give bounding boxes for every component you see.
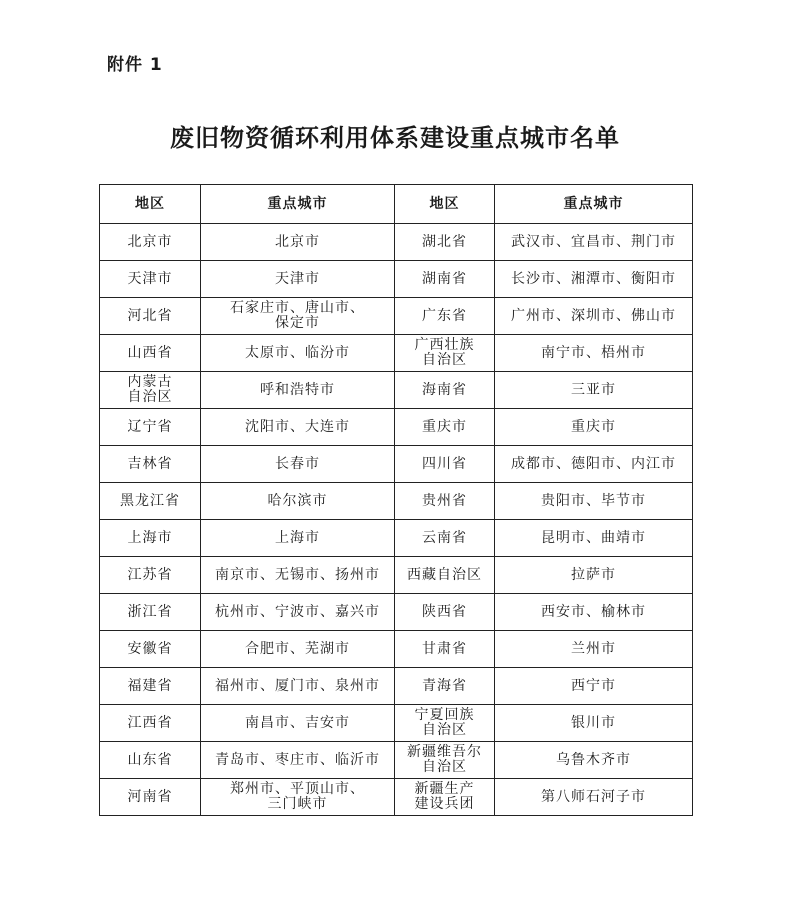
cities-cell [495,594,693,631]
region-cell-text: 新疆维吾尔 自治区 [407,744,482,775]
region-cell [395,668,495,705]
region-cell [395,298,495,335]
cities-cell-text: 石家庄市、唐山市、 保定市 [230,300,365,331]
table-row [100,446,693,483]
table-row [100,742,693,779]
cities-cell-text: 太原市、临汾市 [245,344,350,361]
key-cities-table [99,184,693,816]
cities-cell-text: 南宁市、梧州市 [541,344,646,361]
region-cell-text: 安徽省 [127,640,173,657]
cities-cell-text: 郑州市、平顶山市、 三门峡市 [230,781,365,812]
region-cell [395,705,495,742]
region-cell-text: 江苏省 [127,566,173,583]
cities-cell-text: 重庆市 [571,418,616,435]
cities-cell [201,224,395,261]
region-cell [395,446,495,483]
cities-cell [495,779,693,816]
region-cell-text: 甘肃省 [422,640,467,657]
region-cell [100,594,201,631]
region-cell [100,631,201,668]
region-cell-text: 北京市 [127,233,173,250]
region-cell [395,483,495,520]
header-cities-left: 重点城市 [201,185,395,224]
cities-cell [201,372,395,409]
region-cell-text: 内蒙古 自治区 [127,374,173,405]
table-row [100,668,693,705]
cities-cell [495,520,693,557]
cities-cell-text: 北京市 [275,233,320,250]
table-row [100,224,693,261]
region-cell-text: 河南省 [127,788,173,805]
cities-cell-text: 青岛市、枣庄市、临沂市 [215,751,380,768]
region-cell-text: 黑龙江省 [120,492,180,509]
region-cell [395,742,495,779]
region-cell-text: 重庆市 [422,418,467,435]
region-cell [100,298,201,335]
table-body [100,224,693,816]
cities-cell [201,705,395,742]
cities-cell-text: 哈尔滨市 [267,492,328,509]
region-cell-text: 陕西省 [422,603,467,620]
region-cell [395,372,495,409]
region-cell [395,631,495,668]
cities-cell-text: 拉萨市 [571,566,616,583]
region-cell-text: 吉林省 [127,455,173,472]
region-cell-text: 湖南省 [422,270,467,287]
cities-cell [495,668,693,705]
cities-cell-text: 银川市 [571,714,616,731]
region-cell-text: 宁夏回族 自治区 [414,707,475,738]
table-row [100,557,693,594]
region-cell [100,483,201,520]
cities-cell-text: 杭州市、宁波市、嘉兴市 [215,603,380,620]
region-cell-text: 江西省 [127,714,173,731]
region-cell-text: 天津市 [127,270,173,287]
region-cell [395,335,495,372]
cities-cell-text: 长春市 [275,455,320,472]
cities-cell [201,779,395,816]
table-row [100,779,693,816]
region-cell [395,409,495,446]
region-cell-text: 云南省 [422,529,467,546]
region-cell [100,446,201,483]
cities-cell [201,298,395,335]
region-cell-text: 上海市 [127,529,173,546]
table-row [100,705,693,742]
table-row [100,520,693,557]
region-cell-text: 河北省 [127,307,173,324]
cities-cell-text: 广州市、深圳市、佛山市 [511,307,676,324]
table-row [100,335,693,372]
table-header-row [100,185,693,224]
cities-cell-text: 昆明市、曲靖市 [541,529,646,546]
region-cell-text: 四川省 [422,455,467,472]
region-cell-text: 福建省 [127,677,173,694]
region-cell [100,372,201,409]
cities-cell-text: 西宁市 [571,677,616,694]
cities-cell [495,261,693,298]
cities-cell [201,483,395,520]
cities-cell-text: 三亚市 [571,381,616,398]
table-row [100,483,693,520]
region-cell-text: 山东省 [127,751,173,768]
cities-cell [495,483,693,520]
cities-cell-text: 福州市、厦门市、泉州市 [215,677,380,694]
cities-cell-text: 天津市 [275,270,320,287]
cities-cell-text: 上海市 [275,529,320,546]
region-cell [100,520,201,557]
cities-cell [495,631,693,668]
table-row [100,261,693,298]
cities-cell [495,409,693,446]
region-cell [100,742,201,779]
header-region-left: 地区 [100,185,201,224]
document-title: 废旧物资循环利用体系建设重点城市名单 [170,124,620,152]
cities-cell-text: 第八师石河子市 [541,788,646,805]
cities-cell-text: 南昌市、吉安市 [245,714,350,731]
cities-cell [201,335,395,372]
region-cell-text: 广西壮族 自治区 [414,337,475,368]
region-cell-text: 青海省 [422,677,467,694]
cities-cell [495,446,693,483]
region-cell [100,668,201,705]
cities-cell [201,742,395,779]
table-row [100,631,693,668]
cities-cell-text: 南京市、无锡市、扬州市 [215,566,380,583]
table-row [100,409,693,446]
region-cell [395,520,495,557]
cities-cell [495,557,693,594]
table-row [100,298,693,335]
cities-cell [201,446,395,483]
cities-cell-text: 合肥市、芜湖市 [245,640,350,657]
cities-cell [201,594,395,631]
cities-cell-text: 呼和浩特市 [260,381,335,398]
cities-cell-text: 沈阳市、大连市 [245,418,350,435]
region-cell [395,594,495,631]
cities-cell [495,298,693,335]
cities-cell-text: 兰州市 [571,640,616,657]
cities-cell [495,335,693,372]
region-cell [395,779,495,816]
cities-cell-text: 长沙市、湘潭市、衡阳市 [511,270,676,287]
cities-cell [201,668,395,705]
region-cell-text: 广东省 [422,307,467,324]
region-cell [395,224,495,261]
header-region-right: 地区 [395,185,495,224]
region-cell [100,779,201,816]
region-cell-text: 山西省 [127,344,173,361]
cities-cell [495,705,693,742]
region-cell [100,705,201,742]
region-cell-text: 辽宁省 [127,418,173,435]
table-row [100,372,693,409]
cities-cell [495,742,693,779]
region-cell [395,557,495,594]
region-cell [395,261,495,298]
cities-cell-text: 武汉市、宜昌市、荆门市 [511,233,676,250]
cities-cell-text: 乌鲁木齐市 [556,751,631,768]
cities-cell [201,557,395,594]
cities-cell-text: 贵阳市、毕节市 [541,492,646,509]
cities-cell-text: 成都市、德阳市、内江市 [511,455,676,472]
region-cell [100,409,201,446]
region-cell [100,557,201,594]
cities-cell [495,224,693,261]
header-cities-right: 重点城市 [495,185,693,224]
cities-cell [495,372,693,409]
region-cell-text: 海南省 [422,381,467,398]
region-cell-text: 新疆生产 建设兵团 [414,781,475,812]
region-cell [100,335,201,372]
region-cell-text: 西藏自治区 [407,566,482,583]
cities-cell [201,631,395,668]
cities-cell [201,520,395,557]
attachment-label: 附件 1 [107,55,163,75]
region-cell [100,224,201,261]
region-cell-text: 贵州省 [422,492,467,509]
cities-cell [201,409,395,446]
region-cell [100,261,201,298]
cities-cell-text: 西安市、榆林市 [541,603,646,620]
table-row [100,594,693,631]
region-cell-text: 湖北省 [422,233,467,250]
region-cell-text: 浙江省 [127,603,173,620]
cities-cell [201,261,395,298]
